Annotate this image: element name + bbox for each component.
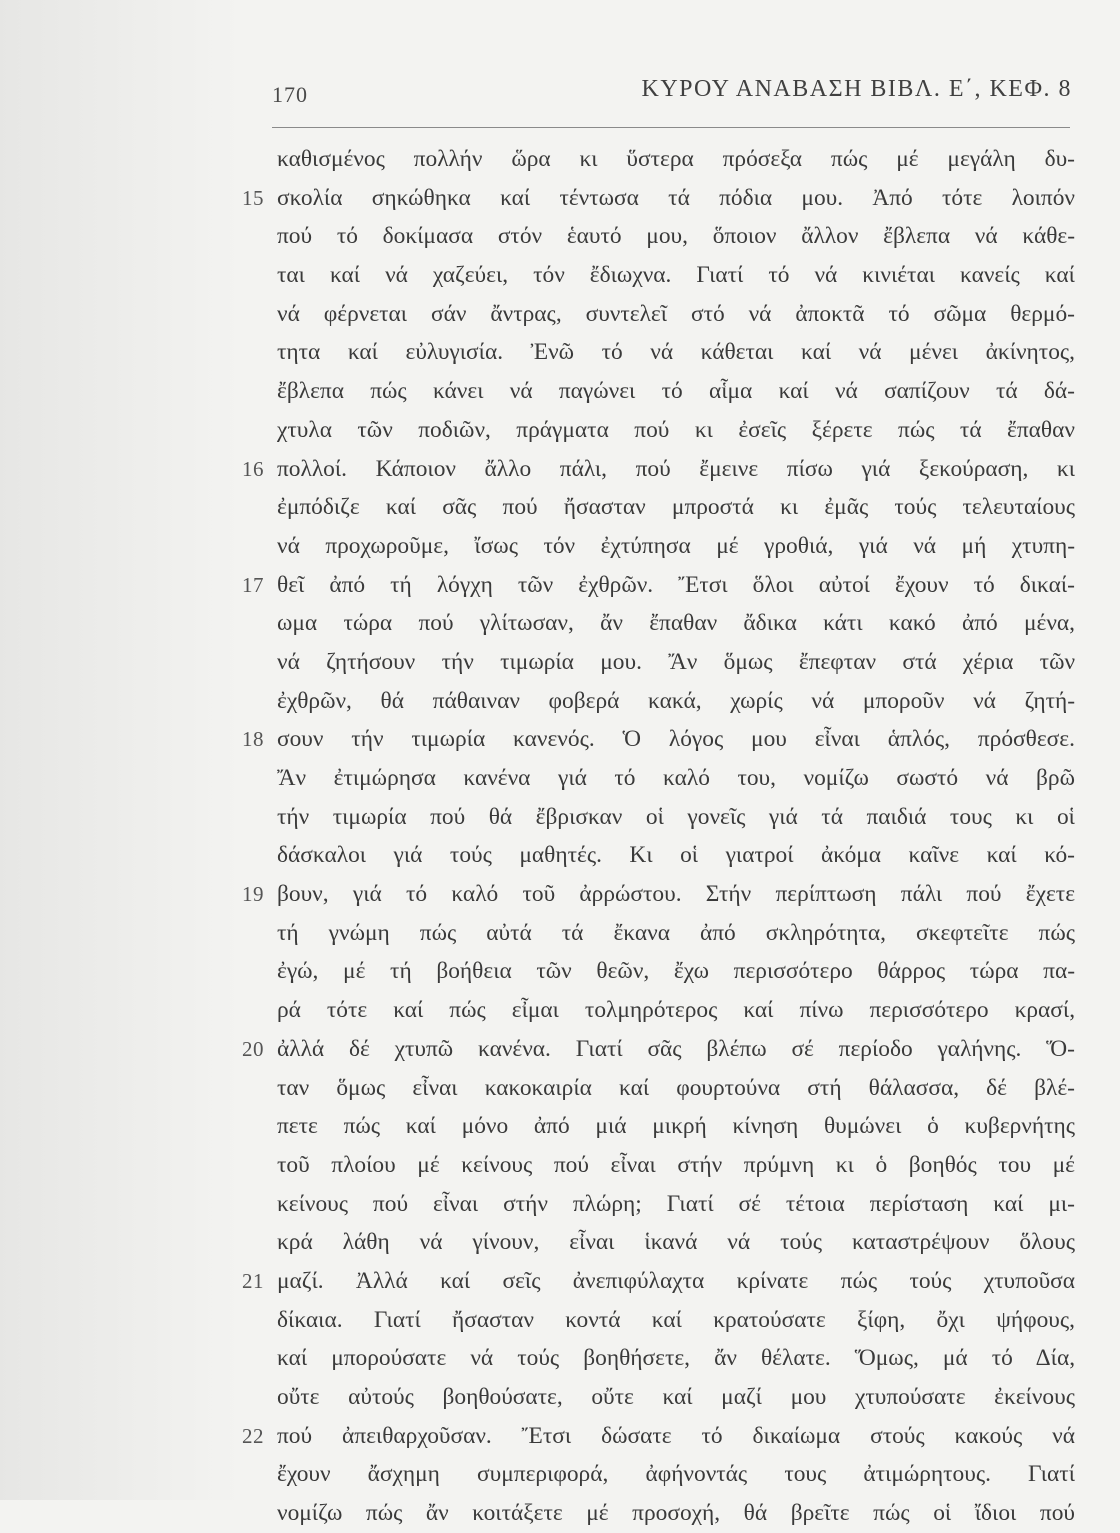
line-text: τοῦ πλοίου μέ κείνους πού εἶναι στήν πρύμνη κι ὁ βοηθός του μέ (277, 1151, 1076, 1178)
running-head: ΚΥΡΟΥ ΑΝΑΒΑΣΗ ΒΙΒΛ. Ε΄, ΚΕΦ. 8 (641, 76, 1072, 102)
text-line (277, 372, 1075, 411)
line-text: Ἄν ἐτιμώρησα κανένα γιά τό καλό του, νομίζω σωστό νά βρῶ (277, 765, 1075, 791)
text-line (277, 1301, 1075, 1340)
verse-number: 15 (242, 185, 264, 210)
line-text: νά ζητήσουν τήν τιμωρία μου. Ἄν ὅμως ἔπεφταν στά χέρια τῶν (277, 648, 1076, 675)
line-text: ρά τότε καί πώς εἶμαι τολμηρότερος καί πίνω περισσότερο κρασί, (277, 997, 1076, 1024)
text-line (242, 566, 1075, 605)
line-text: ἐμπόδιζε καί σᾶς πού ἤσασταν μπροστά κι ἐμᾶς τούς τελευταίους (277, 494, 1075, 521)
text-line (277, 1339, 1075, 1378)
text-line (277, 1069, 1075, 1108)
text-line (277, 682, 1075, 721)
line-text: ἔχουν ἄσχημη συμπεριφορά, ἀφήνοντάς τους ἀτιμώρητους. Γιατί (277, 1461, 1076, 1488)
text-line (277, 759, 1075, 798)
line-text: τή γνώμη πώς αὐτά τά ἔκανα ἀπό σκληρότητα, σκεφτεῖτε πώς (277, 919, 1076, 946)
page-number: 170 (272, 82, 308, 107)
text-line (277, 217, 1075, 256)
verse-number: 22 (242, 1423, 264, 1448)
text-line (277, 1455, 1075, 1494)
line-text: καθισμένος πολλήν ὥρα κι ὕστερα πρόσεξα πώς μέ μεγάλη δυ- (277, 146, 1075, 172)
line-text: σουν τήν τιμωρία κανενός. Ὁ λόγος μου εἶναι ἁπλός, πρόσθεσε. (277, 726, 1075, 753)
verse-number: 16 (242, 456, 264, 481)
text-body (242, 140, 1076, 1533)
text-line (277, 798, 1075, 837)
line-text: τητα καί εὐλυγισία. Ἐνῶ τό νά κάθεται καί νά μένει ἀκίνητος, (277, 339, 1075, 366)
line-text: ἔβλεπα πώς κάνει νά παγώνει τό αἷμα καί νά σαπίζουν τά δά- (277, 378, 1075, 405)
text-line (277, 991, 1075, 1030)
line-text: χτυλα τῶν ποδιῶν, πράγματα πού κι ἐσεῖς ξέρετε πώς τά ἔπαθαν (277, 416, 1075, 443)
line-text: πού τό δοκίμασα στόν ἑαυτό μου, ὅποιον ἄλλον ἔβλεπα νά κάθε- (277, 223, 1076, 250)
line-text: ωμα τώρα πού γλίτωσαν, ἄν ἔπαθαν ἄδικα κάτι κακό ἀπό μένα, (277, 610, 1076, 637)
text-line (277, 1146, 1075, 1185)
line-text: βουν, γιά τό καλό τοῦ ἀρρώστου. Στήν περίπτωση πάλι πού ἔχετε (277, 881, 1076, 908)
text-line (277, 1223, 1075, 1262)
text-line (277, 604, 1075, 643)
text-line (277, 333, 1075, 372)
text-line (277, 643, 1075, 682)
text-line (242, 875, 1076, 914)
line-text: δίκαια. Γιατί ἤσασταν κοντά καί κρατούσατε ξίφη, ὄχι ψήφους, (277, 1306, 1075, 1333)
line-text: ἐχθρῶν, θά πάθαιναν φοβερά κακά, χωρίς νά μποροῦν νά ζητή- (277, 687, 1076, 714)
line-text: νομίζω πώς ἄν κοιτάξετε μέ προσοχή, θά βρεῖτε πώς οἱ ἴδιοι πού (277, 1500, 1075, 1527)
text-line (277, 1185, 1075, 1224)
text-line (242, 179, 1075, 218)
text-line (277, 1107, 1075, 1146)
line-text: νά φέρνεται σάν ἄντρας, συντελεῖ στό νά ἀποκτᾶ τό σῶμα θερμό- (277, 300, 1075, 327)
text-line (277, 411, 1075, 450)
text-line (277, 914, 1075, 953)
text-line (242, 1262, 1076, 1301)
verse-number: 17 (242, 572, 264, 597)
text-line (277, 1378, 1075, 1417)
verse-number: 20 (242, 1036, 264, 1061)
text-line (277, 952, 1075, 991)
line-text: κρά λάθη νά γίνουν, εἶναι ἱκανά νά τούς καταστρέψουν ὅλους (277, 1229, 1075, 1256)
text-line (277, 256, 1075, 295)
line-text: θεῖ ἀπό τή λόγχη τῶν ἐχθρῶν. Ἔτσι ὅλοι αὐτοί ἔχουν τό δικαί- (277, 571, 1075, 598)
line-text: ἐγώ, μέ τή βοήθεια τῶν θεῶν, ἔχω περισσότερο θάρρος τώρα πα- (277, 958, 1076, 985)
text-line (277, 488, 1075, 527)
line-text: ται καί νά χαζεύει, τόν ἔδιωχνα. Γιατί τό νά κινιέται κανείς καί (277, 262, 1075, 289)
line-text: ἀλλά δέ χτυπῶ κανένα. Γιατί σᾶς βλέπω σέ περίοδο γαλήνης. Ὅ- (277, 1035, 1075, 1062)
line-text: ταν ὅμως εἶναι κακοκαιρία καί φουρτούνα στή θάλασσα, δέ βλέ- (277, 1074, 1075, 1101)
verse-number: 21 (242, 1268, 264, 1293)
text-line (277, 140, 1075, 179)
line-text: δάσκαλοι γιά τούς μαθητές. Κι οἱ γιατροί ἀκόμα καῖνε καί κό- (277, 842, 1075, 869)
verse-number: 18 (242, 727, 264, 752)
line-text: καί μπορούσατε νά τούς βοηθήσετε, ἄν θέλατε. Ὅμως, μά τό Δία, (277, 1345, 1076, 1372)
text-line (242, 1030, 1075, 1069)
page-header (272, 72, 1072, 112)
text-line (242, 1417, 1075, 1456)
line-text: κείνους πού εἶναι στήν πλώρη; Γιατί σέ τέτοια περίσταση καί μι- (277, 1190, 1075, 1217)
text-line (277, 527, 1075, 566)
text-line (277, 836, 1075, 875)
line-text: σκολία σηκώθηκα καί τέντωσα τά πόδια μου. Ἀπό τότε λοιπόν (277, 184, 1075, 211)
verse-number: 19 (242, 882, 264, 907)
line-text: τήν τιμωρία πού θά ἔβρισκαν οἱ γονεῖς γιά τά παιδιά τους κι οἱ (277, 803, 1075, 830)
text-line (242, 450, 1076, 489)
line-text: μαζί. Ἀλλά καί σεῖς ἀνεπιφύλαχτα κρίνατε πώς τούς χτυποῦσα (277, 1267, 1076, 1294)
text-line (242, 720, 1075, 759)
header-rule (272, 127, 1070, 128)
line-text: οὔτε αὐτούς βοηθούσατε, οὔτε καί μαζί μου χτυπούσατε ἐκείνους (277, 1384, 1075, 1410)
line-text: πού ἀπειθαρχοῦσαν. Ἔτσι δώσατε τό δικαίωμα στούς κακούς νά (277, 1422, 1075, 1449)
line-text: νά προχωροῦμε, ἴσως τόν ἐχτύπησα μέ γροθιά, γιά νά μή χτυπη- (277, 532, 1075, 559)
line-text: πετε πώς καί μόνο ἀπό μιά μικρή κίνηση θυμώνει ὁ κυβερνήτης (277, 1113, 1076, 1140)
text-line (277, 295, 1075, 334)
line-text: πολλοί. Κάποιον ἄλλο πάλι, πού ἔμεινε πίσω γιά ξεκούραση, κι (277, 455, 1076, 482)
previous-page-bleed-through (0, 0, 240, 1500)
